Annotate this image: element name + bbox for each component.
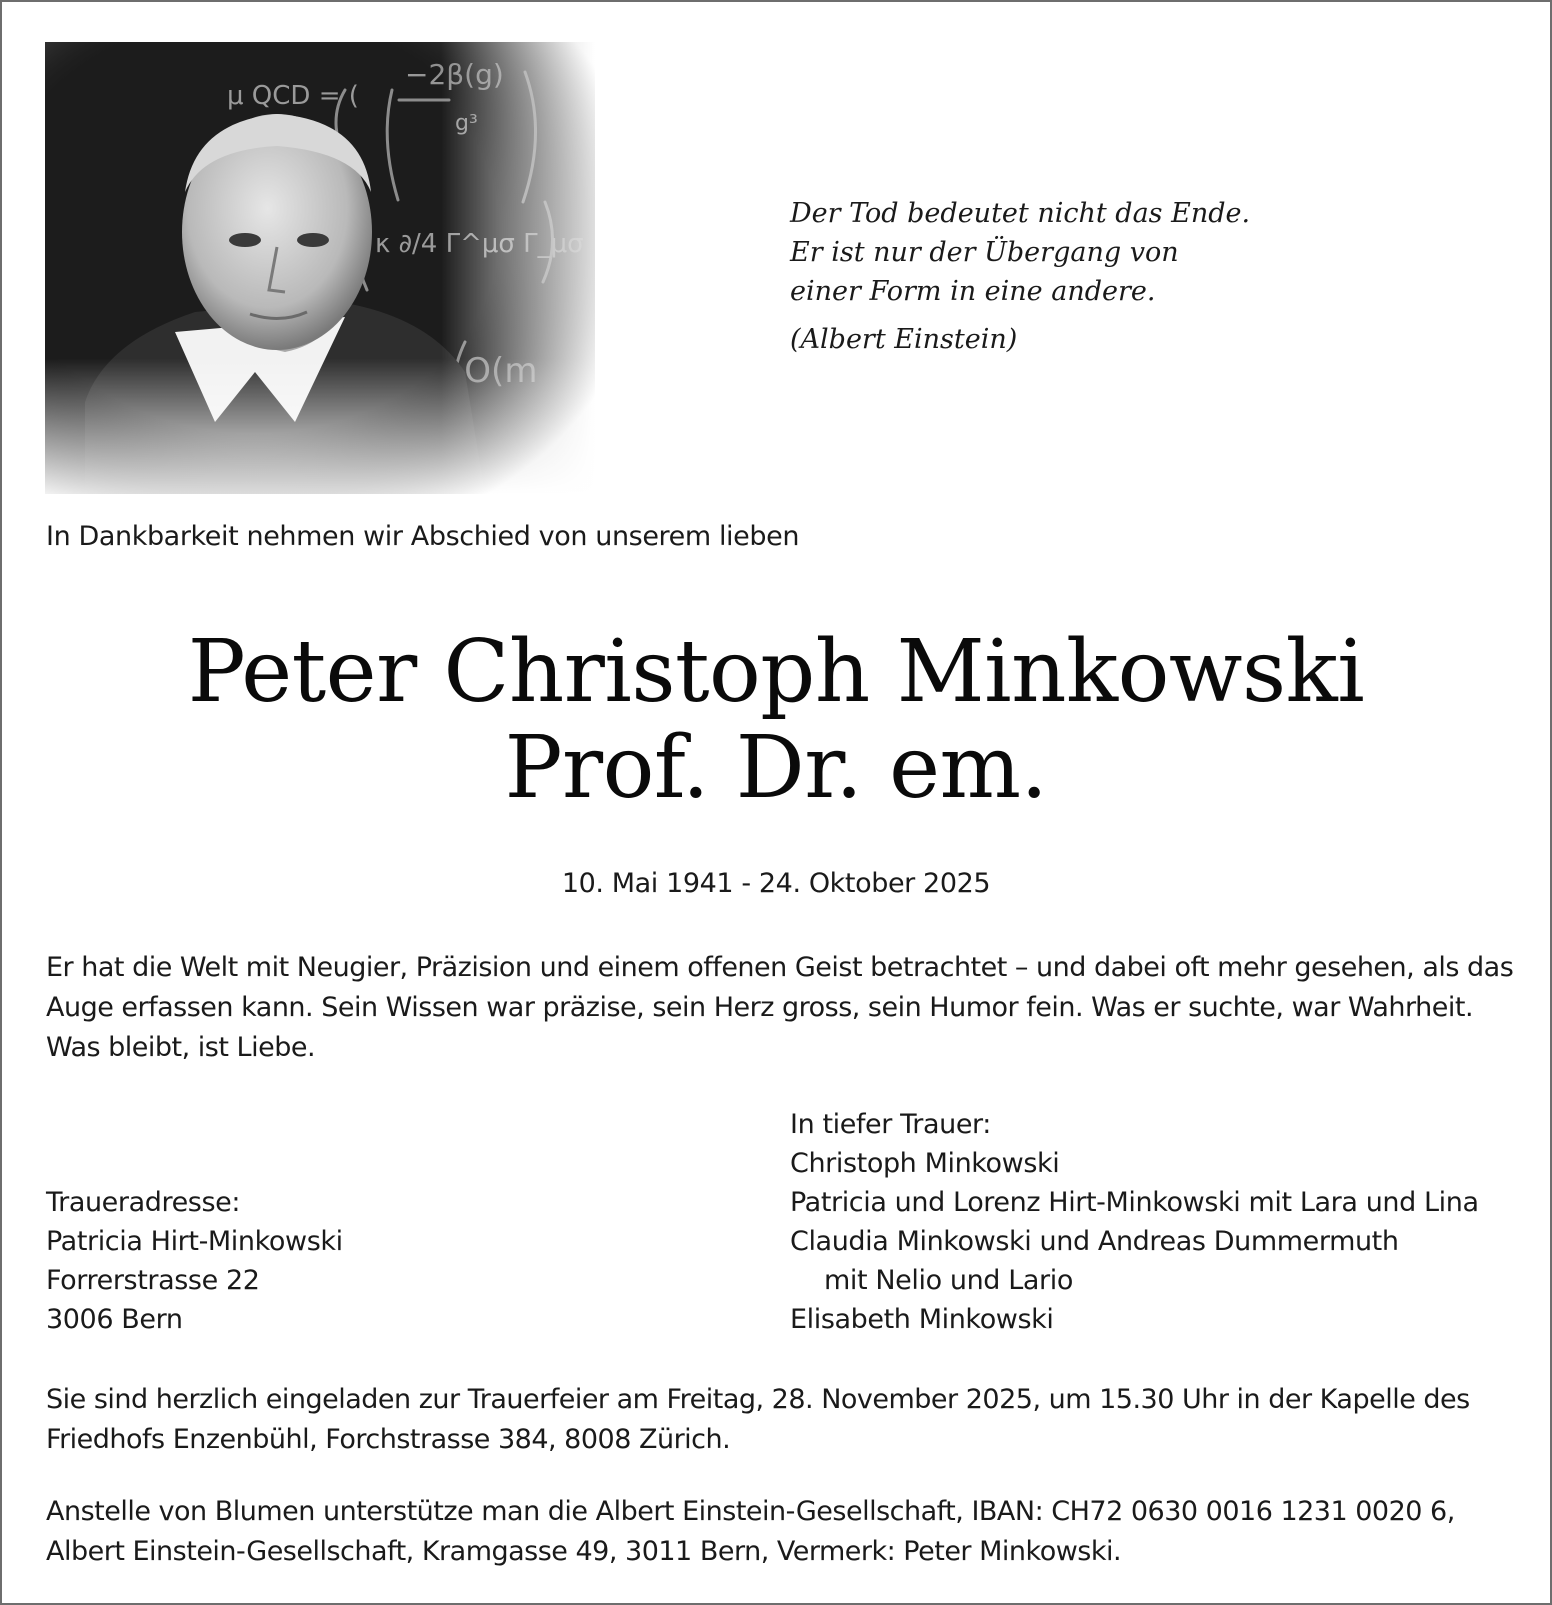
address-street: Forrerstrasse 22 — [46, 1265, 260, 1296]
mourners-list — [790, 1105, 1479, 1339]
mourner-line: Elisabeth Minkowski — [790, 1304, 1054, 1335]
address-name: Patricia Hirt-Minkowski — [46, 1226, 343, 1257]
full-name: Peter Christoph Minkowski — [187, 622, 1365, 722]
quote-author: (Albert Einstein) — [790, 324, 1018, 355]
portrait-image — [45, 42, 595, 494]
academic-title: Prof. Dr. em. — [504, 718, 1048, 818]
life-dates: 10. Mai 1941 - 24. Oktober 2025 — [561, 868, 991, 899]
epigraph-quote — [790, 194, 1250, 359]
mourner-line: mit Nelio und Lario — [824, 1265, 1073, 1296]
address-city: 3006 Bern — [46, 1304, 183, 1335]
quote-line: einer Form in eine andere. — [790, 276, 1156, 307]
donation-info: Anstelle von Blumen unterstütze man die Albert Einstein-Gesellschaft, IBAN: CH72 0630 0016 1231 0020 6, Albert Einstein-Gesellschaft, Kramgasse 49, 3011 Bern, Vermerk: Peter Minkowski. — [46, 1496, 1455, 1567]
tribute-paragraph: Er hat die Welt mit Neugier, Präzision und einem offenen Geist betrachtet – und dabei oft mehr gesehen, als das Auge erfassen kann. Sein Wissen war präzise, sein Herz gross, sein Humor fein. Was er suchte, war Wahrheit. Was bleibt, ist Liebe. — [46, 952, 1514, 1063]
mourning-address — [46, 1183, 343, 1339]
address-heading: Traueradresse: — [46, 1187, 241, 1218]
mourner-line: Patricia und Lorenz Hirt-Minkowski mit Lara und Lina — [790, 1187, 1479, 1218]
mourner-line: Claudia Minkowski und Andreas Dummermuth — [790, 1226, 1399, 1257]
quote-line: Der Tod bedeutet nicht das Ende. — [790, 198, 1251, 229]
intro-line: In Dankbarkeit nehmen wir Abschied von unserem lieben — [46, 521, 800, 552]
quote-line: Er ist nur der Übergang von — [790, 237, 1179, 268]
mourner-line: Christoph Minkowski — [790, 1148, 1060, 1179]
funeral-service-info: Sie sind herzlich eingeladen zur Trauerfeier am Freitag, 28. November 2025, um 15.30 Uhr in der Kapelle des Friedhofs Enzenbühl, Forchstrasse 384, 8008 Zürich. — [46, 1384, 1470, 1455]
deceased-name — [2, 624, 1550, 816]
portrait-photo — [45, 42, 595, 494]
mourners-heading: In tiefer Trauer: — [790, 1109, 991, 1140]
